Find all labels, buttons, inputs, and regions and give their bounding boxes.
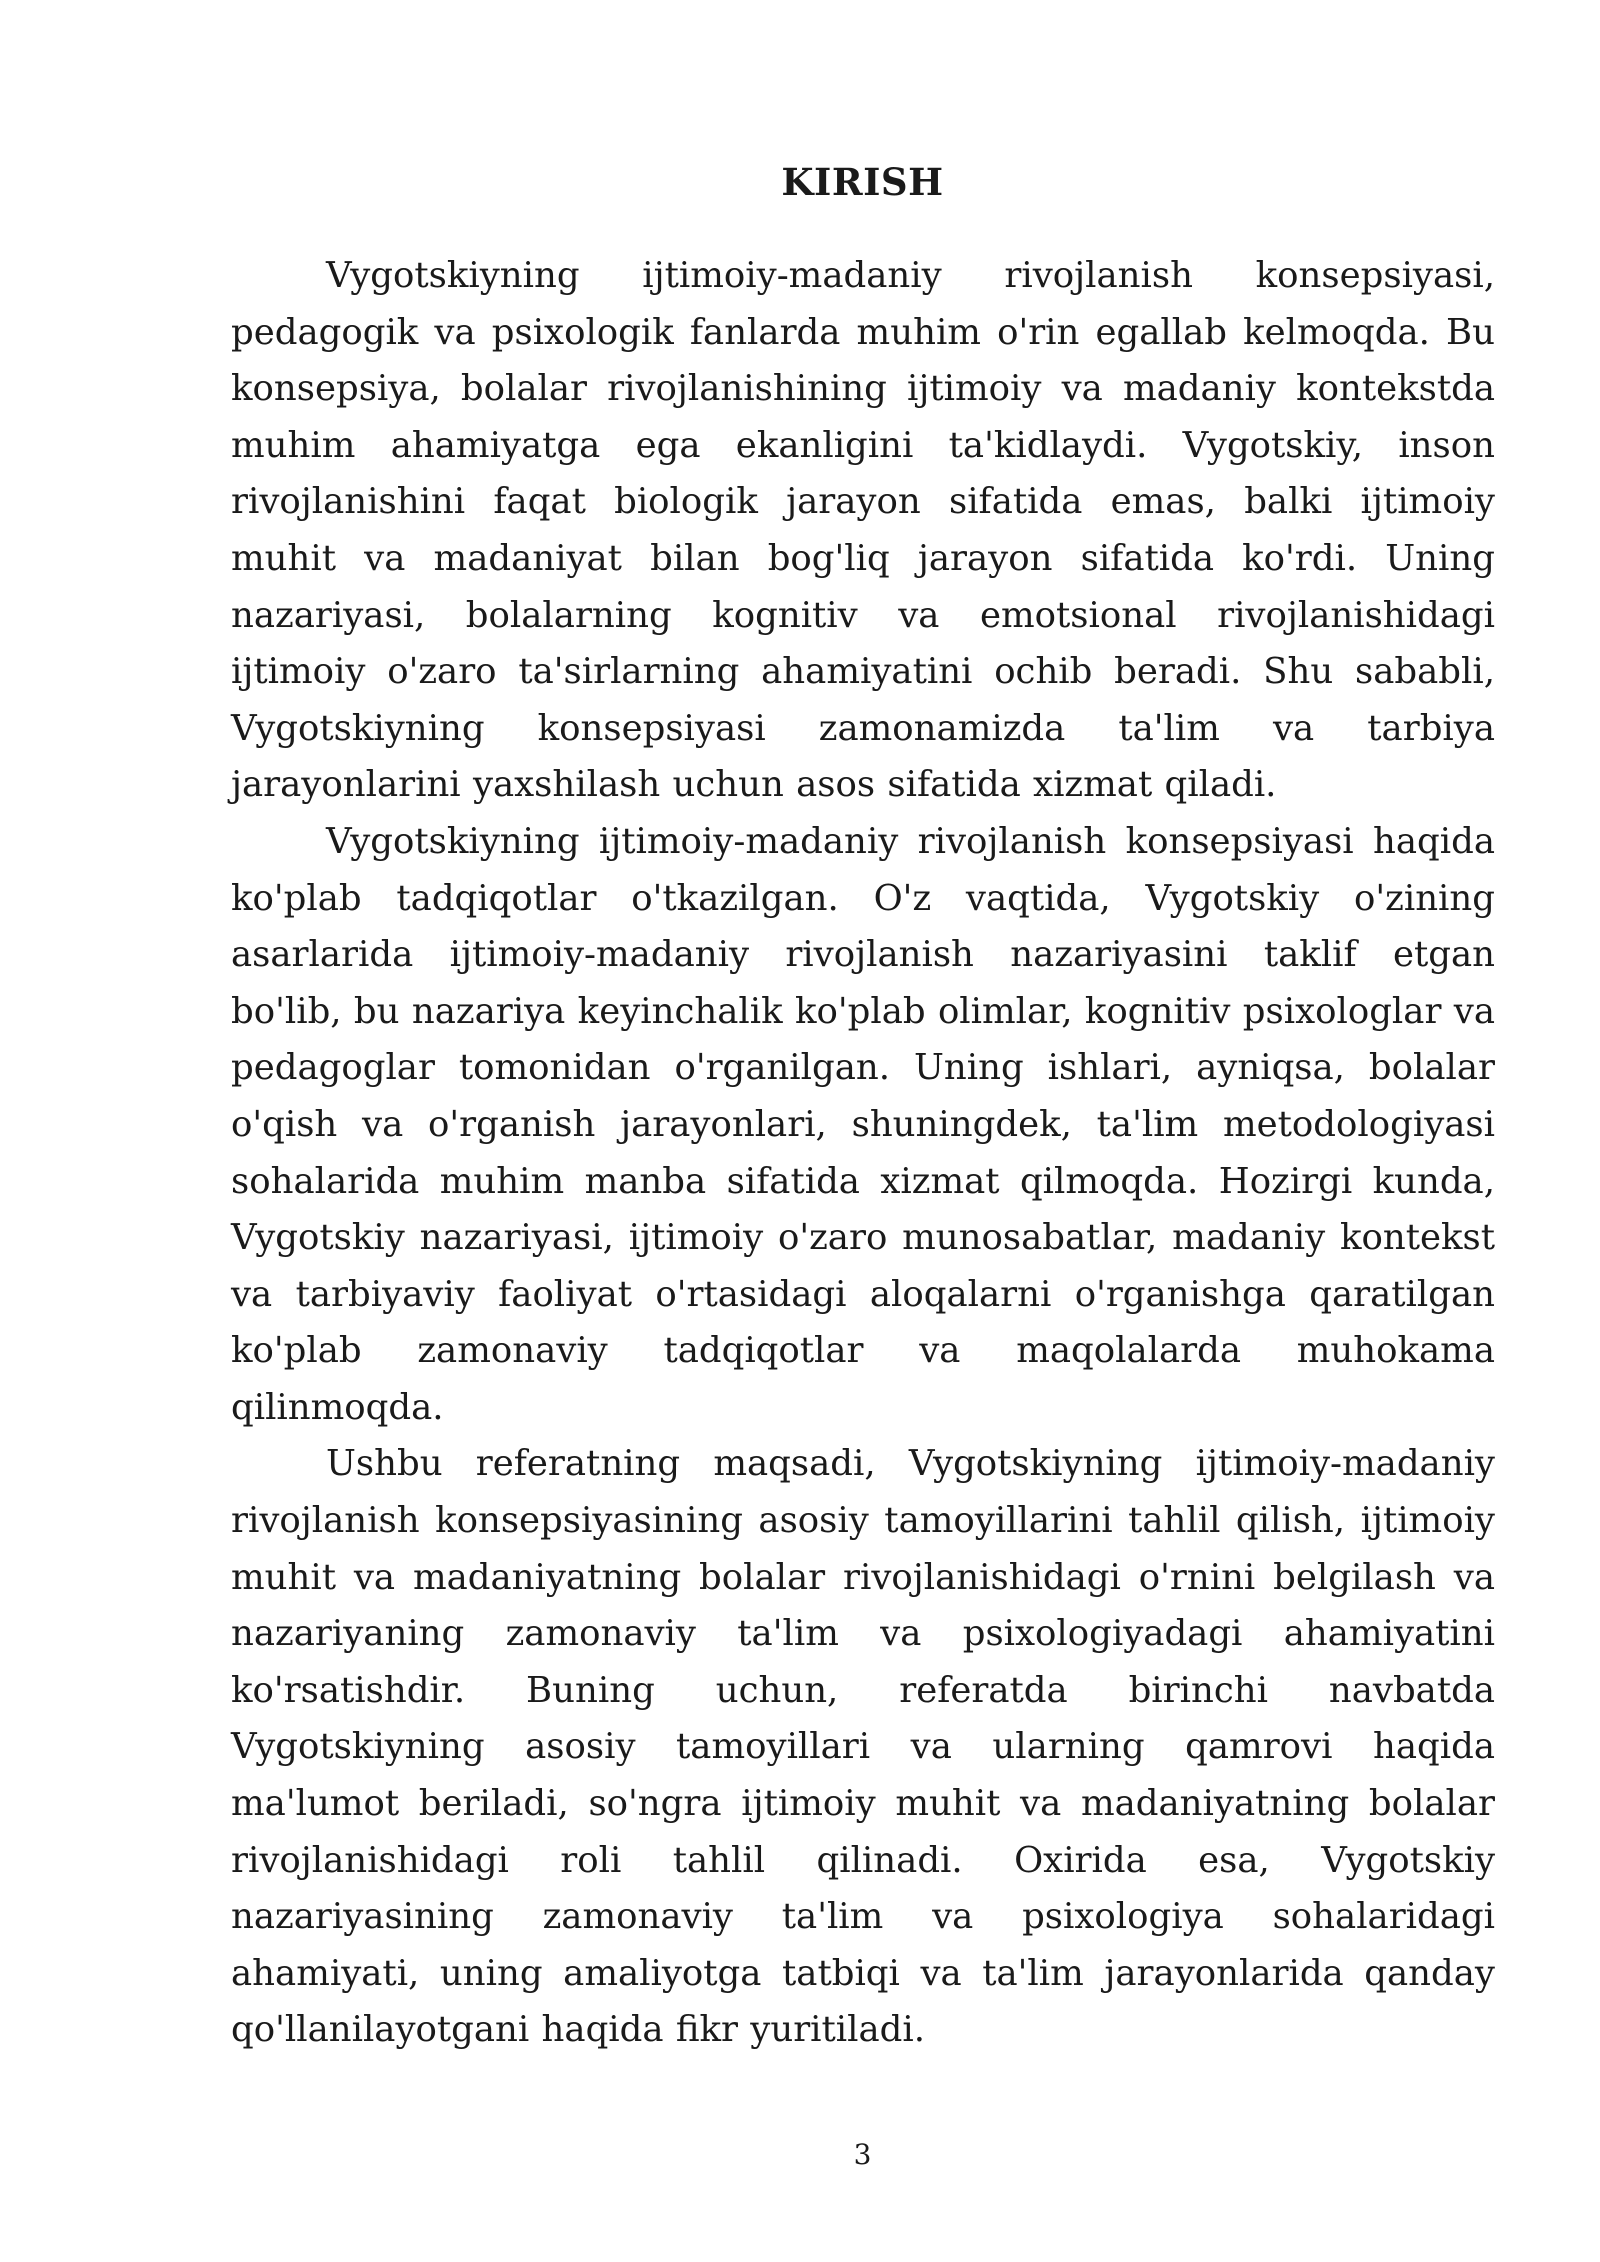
page-title: KIRISH xyxy=(781,160,944,204)
document-body xyxy=(231,248,1495,2059)
page-number: 3 xyxy=(853,2138,872,2171)
paragraph-2: Vygotskiyning ijtimoiy-madaniy rivojlanish konsepsiyasi haqida ko'plab tadqiqotlar o'tkazilgan. O'z vaqtida, Vygotskiy o'zining asarlarida ijtimoiy-madaniy rivojlanish nazariyasini taklif etgan bo'lib, bu nazariya keyinchalik ko'plab olimlar, kognitiv psixologlar va pedagoglar tomonidan o'rganilgan. Uning ishlari, ayniqsa, bolalar o'qish va o'rganish jarayonlari, shuningdek, ta'lim metodologiyasi sohalarida muhim manba sifatida xizmat qilmoqda. Hozirgi kunda, Vygotskiy nazariyasi, ijtimoiy o'zaro munosabatlar, madaniy kontekst va tarbiyaviy faoliyat o'rtasidagi aloqalarni o'rganishga qaratilgan ko'plab zamonaviy tadqiqotlar va maqolalarda muhokama qilinmoqda. xyxy=(231,820,1495,1428)
paragraph-3: Ushbu referatning maqsadi, Vygotskiyning ijtimoiy-madaniy rivojlanish konsepsiyasining asosiy tamoyillarini tahlil qilish, ijtimoiy muhit va madaniyatning bolalar rivojlanishidagi o'rnini belgilash va nazariyaning zamonaviy ta'lim va psixologiyadagi ahamiyatini ko'rsatishdir. Buning uchun, referatda birinchi navbatda Vygotskiyning asosiy tamoyillari va ularning qamrovi haqida ma'lumot beriladi, so'ngra ijtimoiy muhit va madaniyatning bolalar rivojlanishidagi roli tahlil qilinadi. Oxirida esa, Vygotskiy nazariyasining zamonaviy ta'lim va psixologiya sohalaridagi ahamiyati, uning amaliyotga tatbiqi va ta'lim jarayonlarida qanday qo'llanilayotgani haqida fikr yuritiladi. xyxy=(231,1443,1495,2051)
paragraph-1: Vygotskiyning ijtimoiy-madaniy rivojlanish konsepsiyasi, pedagogik va psixologik fanlarda muhim o'rin egallab kelmoqda. Bu konsepsiya, bolalar rivojlanishining ijtimoiy va madaniy kontekstda muhim ahamiyatga ega ekanligini ta'kidlaydi. Vygotskiy, inson rivojlanishini faqat biologik jarayon sifatida emas, balki ijtimoiy muhit va madaniyat bilan bog'liq jarayon sifatida ko'rdi. Uning nazariyasi, bolalarning kognitiv va emotsional rivojlanishidagi ijtimoiy o'zaro ta'sirlarning ahamiyatini ochib beradi. Shu sababli, Vygotskiyning konsepsiyasi zamonamizda ta'lim va tarbiya jarayonlarini yaxshilash uchun asos sifatida xizmat qiladi. xyxy=(231,255,1495,806)
